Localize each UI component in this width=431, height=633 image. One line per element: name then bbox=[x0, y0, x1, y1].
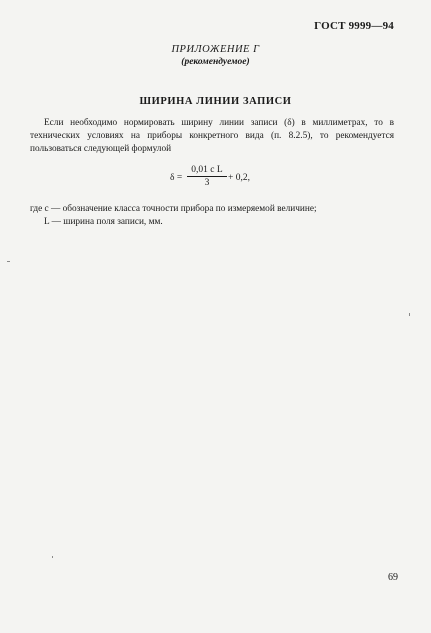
scan-speck bbox=[7, 261, 10, 262]
formula-fraction bbox=[187, 165, 227, 188]
appendix-status: (рекомендуемое) bbox=[181, 57, 250, 67]
formula-denominator: 3 bbox=[204, 178, 210, 188]
scan-speck bbox=[52, 556, 53, 558]
section-title: ШИРИНА ЛИНИИ ЗАПИСИ bbox=[139, 96, 292, 107]
appendix-label: ПРИЛОЖЕНИЕ Г bbox=[171, 44, 260, 55]
definition-line-l: L — ширина поля записи, мм. bbox=[44, 217, 163, 227]
formula-numerator: 0,01 c L bbox=[187, 165, 227, 177]
formula-rhs: + 0,2, bbox=[228, 173, 250, 183]
body-paragraph: Если необходимо нормировать ширину линии записи (δ) в миллиметрах, то в технических условиях на приборы конкретного вида (п. 8.2.5), то рекомендуется пользоваться следующей формулой bbox=[30, 118, 394, 154]
formula-lhs: δ = bbox=[170, 173, 183, 183]
definition-line-c: где c — обозначение класса точности прибора по измеряемой величине; bbox=[30, 204, 317, 214]
scan-speck bbox=[409, 313, 410, 316]
page-number: 69 bbox=[388, 572, 398, 583]
standard-designation: ГОСТ 9999—94 bbox=[314, 20, 394, 32]
